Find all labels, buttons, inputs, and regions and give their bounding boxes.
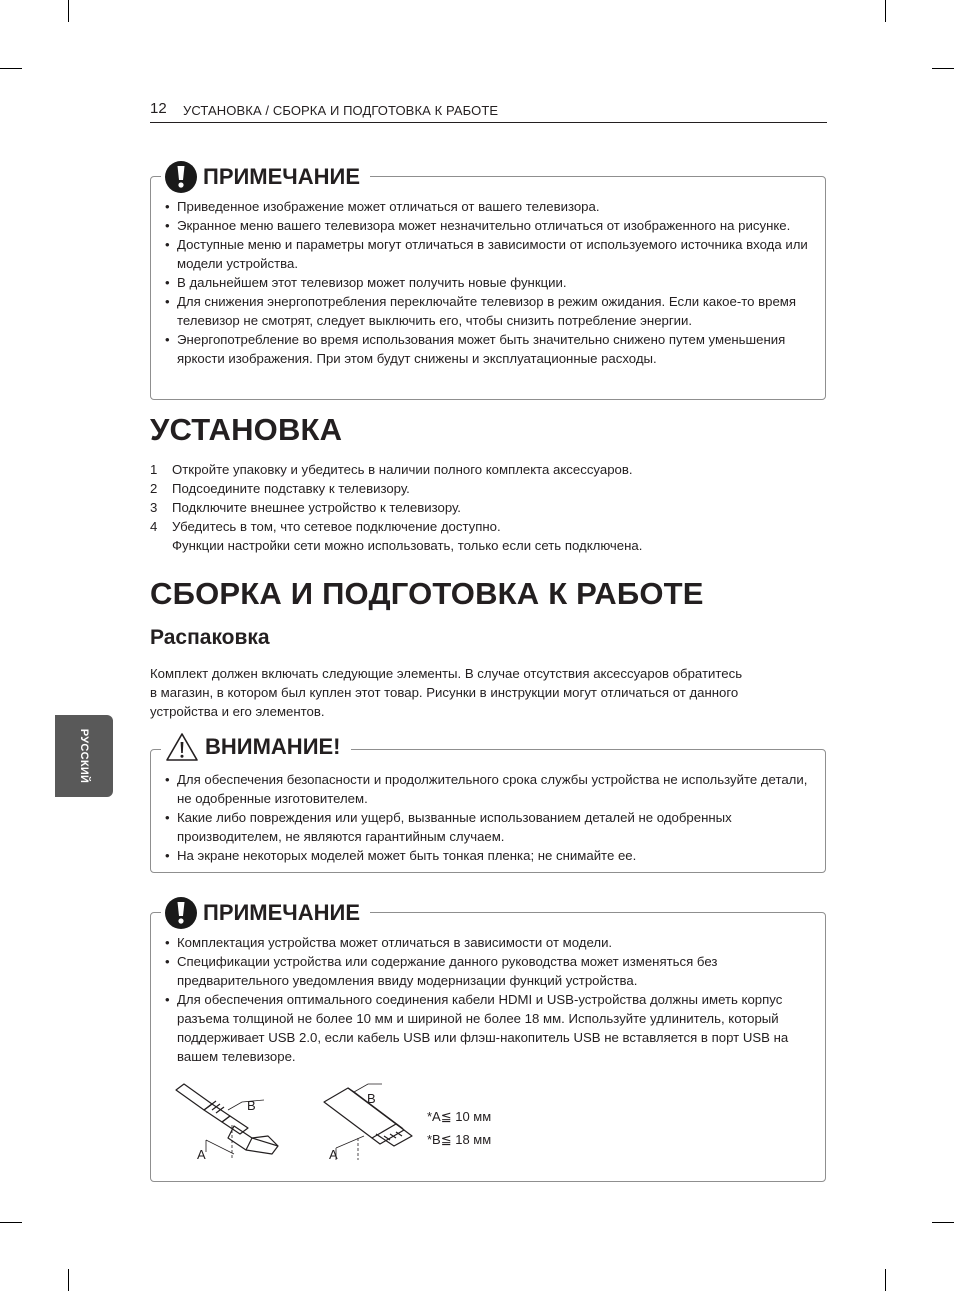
step-item: 2 Подсоедините подставку к телевизору. [150, 481, 410, 496]
dimension-label-b: B [367, 1091, 376, 1106]
note-header [161, 897, 370, 929]
language-tab-label: РУССКИЙ [78, 728, 90, 784]
note-item: • Для обеспечения оптимального соединения кабели HDMI и USB-устройства должны иметь корпус разъема толщиной не более 10 мм и шириной не более 18 мм. Используйте удлинитель, который поддерживает USB 2.0, если кабель USB или флэш-накопитель USB не вставляется в порт USB на вашем телевизоре. [163, 990, 817, 1066]
size-spec-b: *B≦ 18 мм [427, 1132, 492, 1147]
note-title: ПРИМЕЧАНИЕ [203, 164, 361, 189]
caution-box [150, 734, 826, 873]
note-list [163, 933, 817, 1066]
note-header [161, 161, 370, 193]
crop-mark [0, 68, 22, 69]
page-number: 12 [150, 100, 167, 117]
connector-illustration [172, 1080, 532, 1170]
step-item: 4 Убедитесь в том, что сетевое подключение доступно. Функции настройки сети можно использовать, только если сеть подключена. [150, 519, 643, 553]
caution-item: • На экране некоторых моделей может быть тонкая пленка; не снимайте ее. [163, 846, 817, 865]
crop-mark [932, 1222, 954, 1223]
crop-mark [68, 1269, 69, 1291]
note-title: ПРИМЕЧАНИЕ [203, 900, 361, 925]
caution-item: • Для обеспечения безопасности и продолжительного срока службы устройства не используйте детали, не одобренные изготовителем. [163, 770, 817, 808]
note-item: • Экранное меню вашего телевизора может незначительно отличаться от изображенного на рисунке. [163, 216, 817, 235]
dimension-label-b: B [247, 1098, 256, 1113]
crop-mark [68, 0, 69, 22]
note-item: • Энергопотребление во время использования может быть значительно снижено путем уменьшения яркости изображения. При этом будут снижены и эксплуатационные расходы. [163, 330, 817, 368]
note-item: • Для снижения энергопотребления переключайте телевизор в режим ожидания. Если какое-то время телевизор не смотрят, следует выключить его, чтобы снизить потребление энергии. [163, 292, 817, 330]
caution-item: • Какие либо повреждения или ущерб, вызванные использованием деталей не одобренных производителем, не являются гарантийным случаем. [163, 808, 817, 846]
connector-size-diagram [172, 1080, 532, 1170]
note-item: • Приведенное изображение может отличаться от вашего телевизора. [163, 197, 817, 216]
caution-header [161, 732, 351, 762]
note-item: • Доступные меню и параметры могут отличаться в зависимости от используемого источника входа или модели устройства. [163, 235, 817, 273]
caution-list [163, 770, 817, 865]
running-title: УСТАНОВКА / СБОРКА И ПОДГОТОВКА К РАБОТЕ [183, 103, 499, 118]
note-item: • Комплектация устройства может отличаться в зависимости от модели. [163, 933, 817, 952]
note-list [163, 197, 817, 368]
note-item: • Спецификации устройства или содержание данного руководства может изменяться без предварительного уведомления ввиду модернизации функций устройства. [163, 952, 817, 990]
note-box [150, 164, 826, 400]
exclamation-icon [165, 161, 197, 193]
assembly-heading: СБОРКА И ПОДГОТОВКА К РАБОТЕ [150, 576, 704, 611]
size-spec-a: *A≦ 10 мм [427, 1109, 492, 1124]
warning-triangle-icon [165, 732, 199, 762]
crop-mark [885, 1269, 886, 1291]
exclamation-icon [165, 897, 197, 929]
unpacking-heading: Распаковка [150, 626, 270, 649]
crop-mark [932, 68, 954, 69]
crop-mark [885, 0, 886, 22]
page-header [150, 100, 827, 123]
language-tab [55, 715, 113, 797]
step-subtext: Функции настройки сети можно использовать, только если сеть подключена. [172, 538, 643, 553]
caution-title: ВНИМАНИЕ! [205, 734, 341, 759]
note-item: • В дальнейшем этот телевизор может получить новые функции. [163, 273, 817, 292]
unpacking-intro: Комплект должен включать следующие элементы. В случае отсутствия аксессуаров обратитесь в магазин, в котором был куплен этот товар. Рисунки в инструкции могут отличаться от данного устройства и его элементов. [150, 666, 743, 719]
step-item: 3 Подключите внешнее устройство к телевизору. [150, 500, 461, 515]
dimension-label-a: A [329, 1147, 338, 1162]
installation-heading: УСТАНОВКА [150, 412, 343, 447]
crop-mark [0, 1222, 22, 1223]
installation-steps [150, 460, 826, 555]
dimension-label-a: A [197, 1147, 206, 1162]
step-item: 1 Откройте упаковку и убедитесь в наличии полного комплекта аксессуаров. [150, 462, 633, 477]
